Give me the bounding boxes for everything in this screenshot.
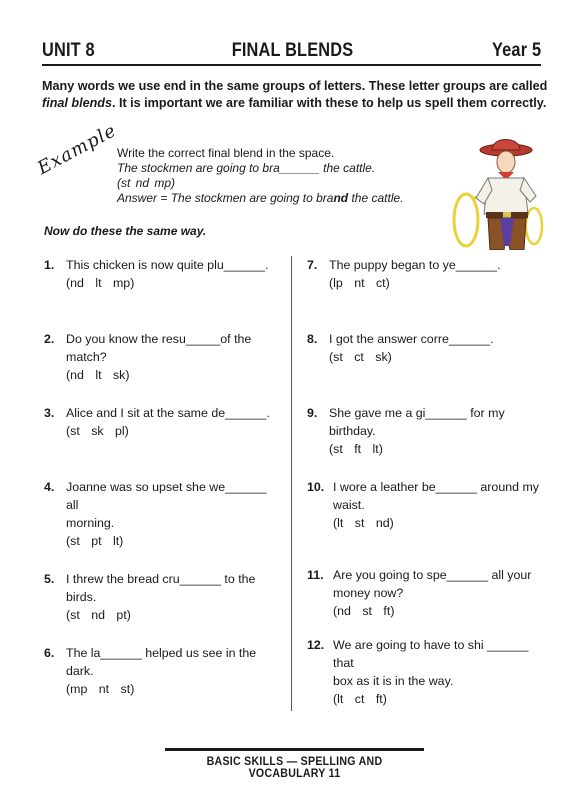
question-text: Joanne was so upset she we______ all xyxy=(66,480,267,512)
belt-buckle xyxy=(503,212,511,218)
lasso-loop xyxy=(454,194,478,246)
year-label: Year 5 xyxy=(491,40,541,61)
answer-suffix: the cattle. xyxy=(348,191,404,205)
question-12 xyxy=(307,636,547,708)
question-text-line-2: morning. xyxy=(66,516,115,530)
intro-line-2: . It is important we are familiar with these to help us spell them correctly. xyxy=(111,96,547,110)
question-text: I threw the bread cru______ to the birds. xyxy=(66,572,256,604)
question-options: (st pt lt) xyxy=(66,534,124,548)
question-9 xyxy=(307,404,547,458)
question-1 xyxy=(44,256,282,292)
question-options: (nd st ft) xyxy=(333,604,395,618)
question-options: (mp nt st) xyxy=(66,682,135,696)
question-options: (lt st nd) xyxy=(333,516,394,530)
question-text: She gave me a gi______ for my birthday. xyxy=(329,406,505,438)
hat-crown xyxy=(492,140,520,151)
question-number: 8. xyxy=(307,332,318,346)
example-instruction: Write the correct final blend in the space. xyxy=(117,146,335,160)
question-number: 1. xyxy=(44,258,55,272)
question-options: (nd lt sk) xyxy=(66,368,130,382)
question-number: 6. xyxy=(44,646,55,660)
question-text: I wore a leather be______ around my xyxy=(333,480,539,494)
question-text: This chicken is now quite plu______. xyxy=(66,258,269,272)
page-title: FINAL BLENDS xyxy=(231,40,354,61)
question-options: (st nd pt) xyxy=(66,608,131,622)
footer-text: BASIC SKILLS — SPELLING AND VOCABULARY 11 xyxy=(206,756,383,780)
question-number: 11. xyxy=(307,568,324,582)
question-number: 3. xyxy=(44,406,55,420)
question-number: 12. xyxy=(307,638,325,652)
answer-prefix: Answer = The stockmen are going to bra xyxy=(117,191,334,205)
example-options: (st nd mp) xyxy=(117,176,176,190)
question-text: I got the answer corre______. xyxy=(329,332,494,346)
column-divider xyxy=(291,256,292,711)
question-text: We are going to have to shi ______ that xyxy=(333,638,529,670)
question-number: 2. xyxy=(44,332,55,346)
question-options: (lt ct ft) xyxy=(333,692,387,706)
question-number: 4. xyxy=(44,480,55,494)
face xyxy=(497,151,515,173)
unit-label: UNIT 8 xyxy=(42,40,95,61)
question-text: Do you know the resu_____of the match? xyxy=(66,332,252,364)
header-rule xyxy=(42,64,541,66)
question-6 xyxy=(44,644,282,698)
question-11 xyxy=(307,566,547,620)
footer-rule xyxy=(165,748,424,751)
question-options: (lp nt ct) xyxy=(329,276,390,290)
question-5 xyxy=(44,570,282,624)
example-sentence: The stockmen are going to bra______ the cattle. xyxy=(117,161,376,175)
question-options: (st ct sk) xyxy=(329,350,392,364)
instructions-heading: Now do these the same way. xyxy=(44,224,207,238)
question-number: 7. xyxy=(307,258,318,272)
question-number: 5. xyxy=(44,572,55,586)
question-7 xyxy=(307,256,547,292)
example-answer xyxy=(117,191,404,206)
question-options: (nd lt mp) xyxy=(66,276,135,290)
intro-term: final blends xyxy=(42,96,112,110)
question-options: (st ft lt) xyxy=(329,442,383,456)
answer-blend: nd xyxy=(333,191,349,205)
question-8 xyxy=(307,330,547,366)
question-text-line-2: waist. xyxy=(333,498,365,512)
question-text: Are you going to spe______ all your xyxy=(333,568,532,582)
question-2 xyxy=(44,330,282,384)
question-text-line-2: box as it is in the way. xyxy=(333,674,454,688)
question-text: The la______ helped us see in the dark. xyxy=(66,646,257,678)
intro-paragraph xyxy=(42,78,552,112)
question-options: (st sk pl) xyxy=(66,424,129,438)
question-text: The puppy began to ye______. xyxy=(329,258,501,272)
question-text: Alice and I sit at the same de______. xyxy=(66,406,270,420)
question-number: 9. xyxy=(307,406,318,420)
question-number: 10. xyxy=(307,480,325,494)
example-label: Example xyxy=(34,120,120,179)
question-10 xyxy=(307,478,547,532)
question-3 xyxy=(44,404,282,440)
intro-line-1: Many words we use end in the same groups of letters. These letter groups are called xyxy=(42,79,548,93)
question-4 xyxy=(44,478,282,550)
question-text-line-2: money now? xyxy=(333,586,404,600)
cowboy-illustration xyxy=(448,134,548,250)
shirt xyxy=(484,178,528,214)
